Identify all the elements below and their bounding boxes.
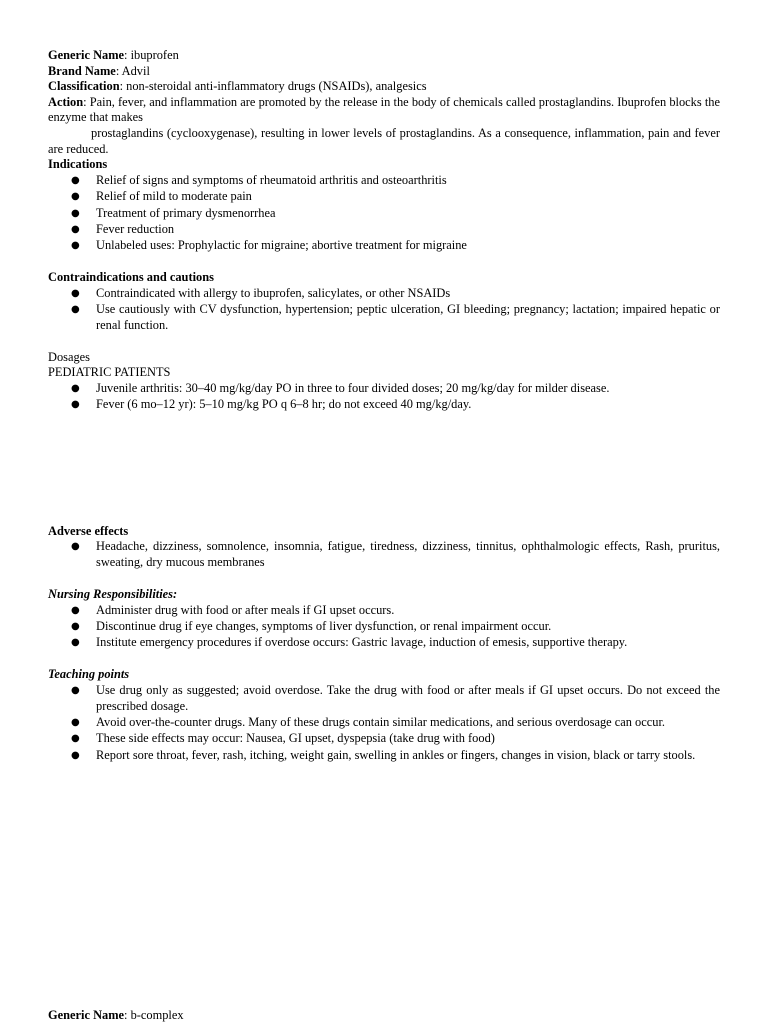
indications-list — [48, 173, 720, 254]
adverse-effects-list — [48, 539, 720, 570]
list-item-text: These side effects may occur: Nausea, GI upset, dyspepsia (take drug with food) — [96, 731, 495, 746]
brand-name-line — [48, 64, 720, 80]
list-item — [48, 206, 720, 222]
generic-name-line — [48, 48, 720, 64]
bullet-icon: ● — [71, 733, 80, 745]
bullet-icon: ● — [71, 716, 80, 728]
list-item — [48, 715, 720, 731]
list-item — [48, 381, 720, 397]
list-item — [48, 731, 720, 747]
contraindications-heading: Contraindications and cautions — [48, 270, 214, 285]
bullet-icon: ● — [71, 223, 80, 235]
bullet-icon: ● — [71, 304, 80, 316]
dosages-list — [48, 381, 720, 413]
list-item — [48, 189, 720, 205]
nursing-heading: Nursing Responsibilities: — [48, 587, 178, 601]
bullet-icon: ● — [71, 287, 80, 299]
list-item-text: Administer drug with food or after meals if GI upset occurs. — [96, 602, 395, 617]
action-paragraph — [48, 95, 720, 126]
contraindications-list — [48, 286, 720, 334]
bullet-icon: ● — [71, 637, 80, 649]
list-item-text: Treatment of primary dysmenorrhea — [96, 205, 276, 220]
list-item-text: Report sore throat, fever, rash, itching, weight gain, swelling in ankles or fingers, changes in vision, black or tarry stools. — [96, 747, 696, 762]
bullet-icon: ● — [71, 684, 80, 696]
adverse-effects-heading: Adverse effects — [48, 523, 129, 538]
list-item — [48, 397, 720, 413]
list-item — [48, 683, 720, 714]
list-item-text: Discontinue drug if eye changes, symptoms of liver dysfunction, or renal impairment occur. — [96, 618, 552, 633]
bullet-icon: ● — [71, 383, 80, 395]
list-item-text: Headache, dizziness, somnolence, insomnia, fatigue, tiredness, dizziness, tinnitus, ophthalmologic effects, Rash, pruritus, sweating, dry mucous membranes — [96, 539, 720, 570]
teaching-heading: Teaching points — [48, 667, 130, 682]
action-text: : Pain, fever, and inflammation are promoted by the release in the body of chemicals called prostaglandins. Ibuprofen blocks the enzyme that makes — [48, 94, 720, 125]
list-item-text: Fever (6 mo–12 yr): 5–10 mg/kg PO q 6–8 hr; do not exceed 40 mg/kg/day. — [96, 397, 472, 412]
classification-value: : non-steroidal anti-inflammatory drugs (NSAIDs), analgesics — [119, 79, 427, 94]
generic-name-label: Generic Name — [48, 48, 125, 62]
action-label: Action — [48, 94, 84, 109]
bullet-icon: ● — [71, 240, 80, 252]
list-item — [48, 635, 720, 651]
bullet-icon: ● — [71, 191, 80, 203]
list-item-text: Juvenile arthritis: 30–40 mg/kg/day PO in three to four divided doses; 20 mg/kg/day for milder disease. — [96, 381, 610, 396]
list-item-text: Contraindicated with allergy to ibuprofen, salicylates, or other NSAIDs — [96, 285, 451, 300]
pediatric-subheading: PEDIATRIC PATIENTS — [48, 365, 171, 380]
indications-heading: Indications — [48, 157, 108, 172]
list-item — [48, 173, 720, 189]
list-item-text: Relief of mild to moderate pain — [96, 189, 252, 204]
list-item-text: Use cautiously with CV dysfunction, hypertension; peptic ulceration, GI bleeding; pregnancy; lactation; impaired hepatic or renal function. — [96, 302, 720, 332]
list-item — [48, 539, 720, 570]
list-item — [48, 222, 720, 238]
action-continuation: prostaglandins (cyclooxygenase), resulting in lower levels of prostaglandins. As a consequence, inflammation, pain and fever are reduced. — [48, 125, 720, 156]
classification-line — [48, 79, 720, 95]
list-item — [48, 302, 720, 333]
brand-name-label: Brand Name — [48, 63, 116, 78]
next-generic-name-label: Generic Name — [48, 1008, 125, 1022]
list-item — [48, 286, 720, 302]
list-item-text: Fever reduction — [96, 221, 175, 236]
list-item — [48, 238, 720, 254]
bullet-icon: ● — [71, 174, 80, 186]
list-item-text: Use drug only as suggested; avoid overdose. Take the drug with food or after meals if GI upset occurs. Do not exceed the prescribed dosage. — [96, 682, 720, 713]
next-generic-name-line — [48, 1008, 184, 1024]
dosages-heading: Dosages — [48, 349, 90, 364]
nursing-list — [48, 603, 720, 651]
list-item — [48, 748, 720, 764]
list-item-text: Institute emergency procedures if overdose occurs: Gastric lavage, induction of emesis, supportive therapy. — [96, 635, 628, 650]
bullet-icon: ● — [71, 749, 80, 761]
list-item-text: Avoid over-the-counter drugs. Many of these drugs contain similar medications, and serious overdosage can occur. — [96, 714, 665, 729]
bullet-icon: ● — [71, 399, 80, 411]
bullet-icon: ● — [71, 604, 80, 616]
bullet-icon: ● — [71, 207, 80, 219]
next-generic-name-value: : b-complex — [124, 1008, 184, 1022]
list-item — [48, 619, 720, 635]
list-item-text: Unlabeled uses: Prophylactic for migraine; abortive treatment for migraine — [96, 238, 467, 253]
list-item — [48, 603, 720, 619]
bullet-icon: ● — [71, 620, 80, 632]
bullet-icon: ● — [71, 541, 80, 553]
document-page — [48, 48, 720, 764]
teaching-list — [48, 683, 720, 763]
brand-name-value: : Advil — [115, 63, 150, 78]
classification-label: Classification — [48, 79, 120, 94]
list-item-text: Relief of signs and symptoms of rheumatoid arthritis and osteoarthritis — [96, 172, 447, 187]
generic-name-value: : ibuprofen — [124, 48, 179, 62]
